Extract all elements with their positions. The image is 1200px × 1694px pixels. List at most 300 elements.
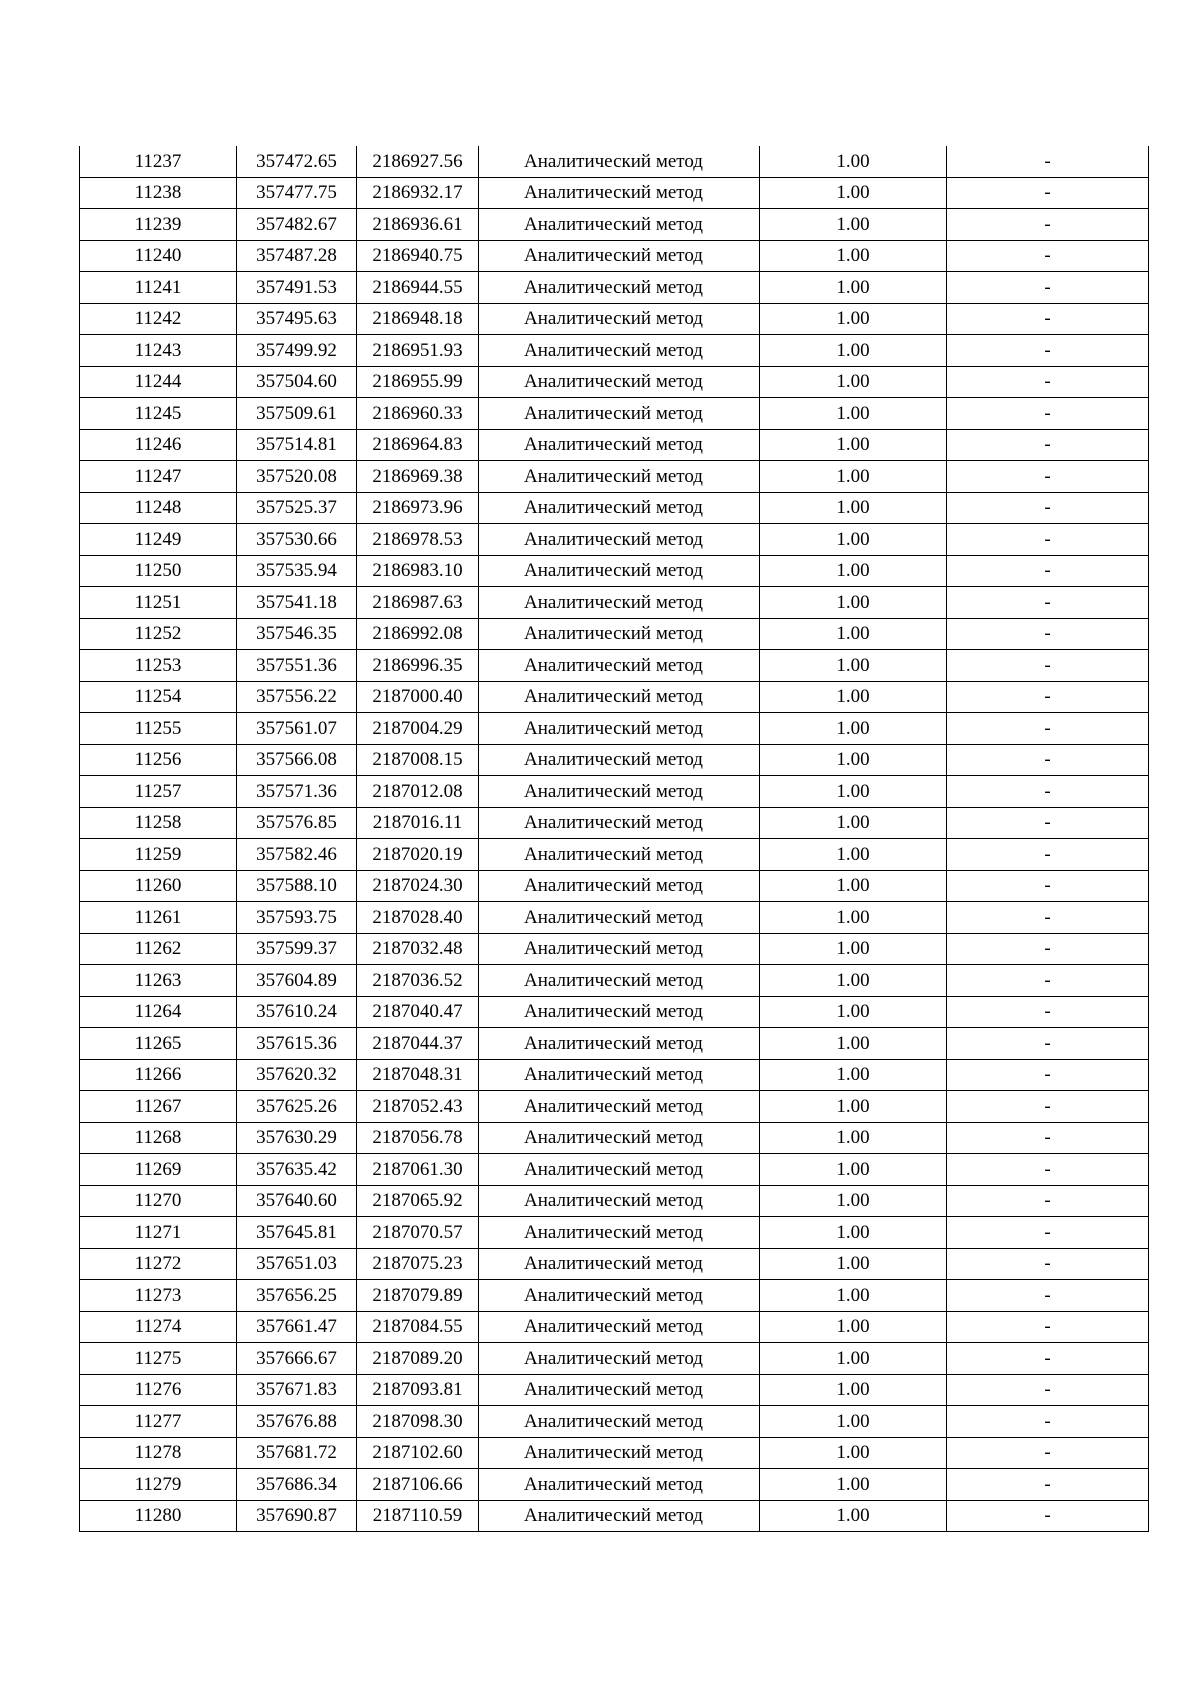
y-coordinate-cell: 2186983.10 (357, 555, 479, 587)
point-number-cell: 11250 (80, 555, 237, 587)
y-coordinate-cell: 2186948.18 (357, 303, 479, 335)
point-number-cell: 11248 (80, 492, 237, 524)
x-coordinate-cell: 357661.47 (237, 1311, 357, 1343)
x-coordinate-cell: 357495.63 (237, 303, 357, 335)
y-coordinate-cell: 2187048.31 (357, 1059, 479, 1091)
description-cell: - (947, 1028, 1149, 1060)
description-cell: - (947, 713, 1149, 745)
method-cell: Аналитический метод (479, 807, 760, 839)
x-coordinate-cell: 357535.94 (237, 555, 357, 587)
table-row (80, 177, 1149, 209)
method-cell: Аналитический метод (479, 587, 760, 619)
x-coordinate-cell: 357676.88 (237, 1406, 357, 1438)
point-number-cell: 11260 (80, 870, 237, 902)
y-coordinate-cell: 2186978.53 (357, 524, 479, 556)
y-coordinate-cell: 2186992.08 (357, 618, 479, 650)
table-row (80, 1217, 1149, 1249)
accuracy-cell: 1.00 (760, 1500, 947, 1532)
point-number-cell: 11257 (80, 776, 237, 808)
method-cell: Аналитический метод (479, 1437, 760, 1469)
x-coordinate-cell: 357604.89 (237, 965, 357, 997)
point-number-cell: 11273 (80, 1280, 237, 1312)
y-coordinate-cell: 2187102.60 (357, 1437, 479, 1469)
accuracy-cell: 1.00 (760, 1343, 947, 1375)
table-row (80, 555, 1149, 587)
table-row (80, 933, 1149, 965)
method-cell: Аналитический метод (479, 902, 760, 934)
description-cell: - (947, 996, 1149, 1028)
x-coordinate-cell: 357690.87 (237, 1500, 357, 1532)
method-cell: Аналитический метод (479, 1185, 760, 1217)
accuracy-cell: 1.00 (760, 429, 947, 461)
description-cell: - (947, 1217, 1149, 1249)
point-number-cell: 11252 (80, 618, 237, 650)
x-coordinate-cell: 357491.53 (237, 272, 357, 304)
y-coordinate-cell: 2187016.11 (357, 807, 479, 839)
point-number-cell: 11245 (80, 398, 237, 430)
description-cell: - (947, 1374, 1149, 1406)
point-number-cell: 11237 (80, 146, 237, 177)
description-cell: - (947, 366, 1149, 398)
table-row (80, 209, 1149, 241)
method-cell: Аналитический метод (479, 398, 760, 430)
accuracy-cell: 1.00 (760, 807, 947, 839)
point-number-cell: 11271 (80, 1217, 237, 1249)
method-cell: Аналитический метод (479, 933, 760, 965)
accuracy-cell: 1.00 (760, 555, 947, 587)
table-row (80, 429, 1149, 461)
point-number-cell: 11269 (80, 1154, 237, 1186)
x-coordinate-cell: 357504.60 (237, 366, 357, 398)
y-coordinate-cell: 2187084.55 (357, 1311, 479, 1343)
point-number-cell: 11239 (80, 209, 237, 241)
point-number-cell: 11258 (80, 807, 237, 839)
y-coordinate-cell: 2187079.89 (357, 1280, 479, 1312)
accuracy-cell: 1.00 (760, 996, 947, 1028)
x-coordinate-cell: 357541.18 (237, 587, 357, 619)
x-coordinate-cell: 357656.25 (237, 1280, 357, 1312)
description-cell: - (947, 776, 1149, 808)
table-row (80, 587, 1149, 619)
x-coordinate-cell: 357525.37 (237, 492, 357, 524)
table-row (80, 1185, 1149, 1217)
table-row (80, 1500, 1149, 1532)
x-coordinate-cell: 357588.10 (237, 870, 357, 902)
point-number-cell: 11264 (80, 996, 237, 1028)
table-row (80, 618, 1149, 650)
y-coordinate-cell: 2187012.08 (357, 776, 479, 808)
accuracy-cell: 1.00 (760, 524, 947, 556)
table-row (80, 1028, 1149, 1060)
x-coordinate-cell: 357599.37 (237, 933, 357, 965)
accuracy-cell: 1.00 (760, 461, 947, 493)
y-coordinate-cell: 2186973.96 (357, 492, 479, 524)
table-row (80, 1374, 1149, 1406)
method-cell: Аналитический метод (479, 209, 760, 241)
y-coordinate-cell: 2186944.55 (357, 272, 479, 304)
x-coordinate-cell: 357472.65 (237, 146, 357, 177)
x-coordinate-cell: 357666.67 (237, 1343, 357, 1375)
description-cell: - (947, 461, 1149, 493)
method-cell: Аналитический метод (479, 713, 760, 745)
method-cell: Аналитический метод (479, 461, 760, 493)
accuracy-cell: 1.00 (760, 902, 947, 934)
method-cell: Аналитический метод (479, 240, 760, 272)
method-cell: Аналитический метод (479, 870, 760, 902)
y-coordinate-cell: 2186932.17 (357, 177, 479, 209)
table-row (80, 272, 1149, 304)
method-cell: Аналитический метод (479, 335, 760, 367)
method-cell: Аналитический метод (479, 177, 760, 209)
method-cell: Аналитический метод (479, 650, 760, 682)
description-cell: - (947, 965, 1149, 997)
description-cell: - (947, 555, 1149, 587)
accuracy-cell: 1.00 (760, 713, 947, 745)
x-coordinate-cell: 357593.75 (237, 902, 357, 934)
description-cell: - (947, 933, 1149, 965)
description-cell: - (947, 839, 1149, 871)
description-cell: - (947, 618, 1149, 650)
table-row (80, 524, 1149, 556)
table-row (80, 492, 1149, 524)
accuracy-cell: 1.00 (760, 587, 947, 619)
point-number-cell: 11263 (80, 965, 237, 997)
point-number-cell: 11244 (80, 366, 237, 398)
description-cell: - (947, 429, 1149, 461)
x-coordinate-cell: 357556.22 (237, 681, 357, 713)
point-number-cell: 11261 (80, 902, 237, 934)
table-row (80, 335, 1149, 367)
description-cell: - (947, 240, 1149, 272)
description-cell: - (947, 1280, 1149, 1312)
y-coordinate-cell: 2186987.63 (357, 587, 479, 619)
table-row (80, 240, 1149, 272)
description-cell: - (947, 1469, 1149, 1501)
method-cell: Аналитический метод (479, 1406, 760, 1438)
table-row (80, 1406, 1149, 1438)
table-row (80, 1311, 1149, 1343)
description-cell: - (947, 1248, 1149, 1280)
table-row (80, 366, 1149, 398)
table-body (80, 146, 1149, 1532)
x-coordinate-cell: 357686.34 (237, 1469, 357, 1501)
x-coordinate-cell: 357571.36 (237, 776, 357, 808)
accuracy-cell: 1.00 (760, 1311, 947, 1343)
description-cell: - (947, 1311, 1149, 1343)
method-cell: Аналитический метод (479, 965, 760, 997)
accuracy-cell: 1.00 (760, 1028, 947, 1060)
x-coordinate-cell: 357514.81 (237, 429, 357, 461)
x-coordinate-cell: 357625.26 (237, 1091, 357, 1123)
method-cell: Аналитический метод (479, 1469, 760, 1501)
point-number-cell: 11256 (80, 744, 237, 776)
accuracy-cell: 1.00 (760, 1469, 947, 1501)
method-cell: Аналитический метод (479, 272, 760, 304)
method-cell: Аналитический метод (479, 1500, 760, 1532)
point-number-cell: 11270 (80, 1185, 237, 1217)
table-row (80, 681, 1149, 713)
y-coordinate-cell: 2187032.48 (357, 933, 479, 965)
accuracy-cell: 1.00 (760, 839, 947, 871)
coordinates-table (79, 146, 1149, 1532)
method-cell: Аналитический метод (479, 681, 760, 713)
method-cell: Аналитический метод (479, 1217, 760, 1249)
table-row (80, 1280, 1149, 1312)
y-coordinate-cell: 2186955.99 (357, 366, 479, 398)
y-coordinate-cell: 2186964.83 (357, 429, 479, 461)
accuracy-cell: 1.00 (760, 177, 947, 209)
point-number-cell: 11268 (80, 1122, 237, 1154)
table-row (80, 1154, 1149, 1186)
method-cell: Аналитический метод (479, 839, 760, 871)
description-cell: - (947, 146, 1149, 177)
table-row (80, 807, 1149, 839)
description-cell: - (947, 1343, 1149, 1375)
y-coordinate-cell: 2187008.15 (357, 744, 479, 776)
table-row (80, 398, 1149, 430)
accuracy-cell: 1.00 (760, 398, 947, 430)
y-coordinate-cell: 2187061.30 (357, 1154, 479, 1186)
method-cell: Аналитический метод (479, 1122, 760, 1154)
method-cell: Аналитический метод (479, 744, 760, 776)
x-coordinate-cell: 357615.36 (237, 1028, 357, 1060)
accuracy-cell: 1.00 (760, 744, 947, 776)
accuracy-cell: 1.00 (760, 146, 947, 177)
description-cell: - (947, 681, 1149, 713)
x-coordinate-cell: 357651.03 (237, 1248, 357, 1280)
point-number-cell: 11276 (80, 1374, 237, 1406)
point-number-cell: 11246 (80, 429, 237, 461)
point-number-cell: 11243 (80, 335, 237, 367)
point-number-cell: 11277 (80, 1406, 237, 1438)
accuracy-cell: 1.00 (760, 776, 947, 808)
table-row (80, 996, 1149, 1028)
x-coordinate-cell: 357487.28 (237, 240, 357, 272)
table-row (80, 902, 1149, 934)
point-number-cell: 11253 (80, 650, 237, 682)
y-coordinate-cell: 2187036.52 (357, 965, 479, 997)
accuracy-cell: 1.00 (760, 1091, 947, 1123)
y-coordinate-cell: 2186996.35 (357, 650, 479, 682)
y-coordinate-cell: 2186936.61 (357, 209, 479, 241)
table-row (80, 303, 1149, 335)
y-coordinate-cell: 2187056.78 (357, 1122, 479, 1154)
description-cell: - (947, 209, 1149, 241)
y-coordinate-cell: 2187089.20 (357, 1343, 479, 1375)
y-coordinate-cell: 2187110.59 (357, 1500, 479, 1532)
method-cell: Аналитический метод (479, 555, 760, 587)
description-cell: - (947, 398, 1149, 430)
table-row (80, 870, 1149, 902)
table-row (80, 839, 1149, 871)
description-cell: - (947, 303, 1149, 335)
method-cell: Аналитический метод (479, 1311, 760, 1343)
table-row (80, 744, 1149, 776)
point-number-cell: 11249 (80, 524, 237, 556)
x-coordinate-cell: 357620.32 (237, 1059, 357, 1091)
x-coordinate-cell: 357630.29 (237, 1122, 357, 1154)
point-number-cell: 11241 (80, 272, 237, 304)
accuracy-cell: 1.00 (760, 1248, 947, 1280)
point-number-cell: 11238 (80, 177, 237, 209)
point-number-cell: 11251 (80, 587, 237, 619)
description-cell: - (947, 1122, 1149, 1154)
y-coordinate-cell: 2186927.56 (357, 146, 479, 177)
description-cell: - (947, 650, 1149, 682)
method-cell: Аналитический метод (479, 1374, 760, 1406)
method-cell: Аналитический метод (479, 996, 760, 1028)
x-coordinate-cell: 357546.35 (237, 618, 357, 650)
description-cell: - (947, 744, 1149, 776)
table-row (80, 713, 1149, 745)
x-coordinate-cell: 357482.67 (237, 209, 357, 241)
x-coordinate-cell: 357610.24 (237, 996, 357, 1028)
description-cell: - (947, 1091, 1149, 1123)
point-number-cell: 11247 (80, 461, 237, 493)
accuracy-cell: 1.00 (760, 303, 947, 335)
point-number-cell: 11266 (80, 1059, 237, 1091)
point-number-cell: 11267 (80, 1091, 237, 1123)
y-coordinate-cell: 2187075.23 (357, 1248, 479, 1280)
method-cell: Аналитический метод (479, 429, 760, 461)
point-number-cell: 11242 (80, 303, 237, 335)
table-row (80, 1343, 1149, 1375)
x-coordinate-cell: 357520.08 (237, 461, 357, 493)
accuracy-cell: 1.00 (760, 209, 947, 241)
accuracy-cell: 1.00 (760, 870, 947, 902)
description-cell: - (947, 492, 1149, 524)
y-coordinate-cell: 2187065.92 (357, 1185, 479, 1217)
point-number-cell: 11262 (80, 933, 237, 965)
accuracy-cell: 1.00 (760, 1217, 947, 1249)
accuracy-cell: 1.00 (760, 650, 947, 682)
y-coordinate-cell: 2187040.47 (357, 996, 479, 1028)
description-cell: - (947, 1185, 1149, 1217)
y-coordinate-cell: 2187024.30 (357, 870, 479, 902)
accuracy-cell: 1.00 (760, 1059, 947, 1091)
x-coordinate-cell: 357477.75 (237, 177, 357, 209)
point-number-cell: 11265 (80, 1028, 237, 1060)
accuracy-cell: 1.00 (760, 618, 947, 650)
description-cell: - (947, 1406, 1149, 1438)
y-coordinate-cell: 2186960.33 (357, 398, 479, 430)
x-coordinate-cell: 357561.07 (237, 713, 357, 745)
y-coordinate-cell: 2187028.40 (357, 902, 479, 934)
table-row (80, 1248, 1149, 1280)
x-coordinate-cell: 357576.85 (237, 807, 357, 839)
x-coordinate-cell: 357671.83 (237, 1374, 357, 1406)
method-cell: Аналитический метод (479, 1280, 760, 1312)
x-coordinate-cell: 357582.46 (237, 839, 357, 871)
table-row (80, 1091, 1149, 1123)
y-coordinate-cell: 2187044.37 (357, 1028, 479, 1060)
table-row (80, 1469, 1149, 1501)
method-cell: Аналитический метод (479, 303, 760, 335)
point-number-cell: 11254 (80, 681, 237, 713)
method-cell: Аналитический метод (479, 1343, 760, 1375)
method-cell: Аналитический метод (479, 1059, 760, 1091)
table-row (80, 1059, 1149, 1091)
table-row (80, 650, 1149, 682)
y-coordinate-cell: 2187093.81 (357, 1374, 479, 1406)
y-coordinate-cell: 2187070.57 (357, 1217, 479, 1249)
y-coordinate-cell: 2186951.93 (357, 335, 479, 367)
accuracy-cell: 1.00 (760, 1185, 947, 1217)
y-coordinate-cell: 2187052.43 (357, 1091, 479, 1123)
y-coordinate-cell: 2187106.66 (357, 1469, 479, 1501)
accuracy-cell: 1.00 (760, 1374, 947, 1406)
method-cell: Аналитический метод (479, 1248, 760, 1280)
accuracy-cell: 1.00 (760, 335, 947, 367)
point-number-cell: 11259 (80, 839, 237, 871)
description-cell: - (947, 335, 1149, 367)
accuracy-cell: 1.00 (760, 1154, 947, 1186)
table-row (80, 965, 1149, 997)
description-cell: - (947, 902, 1149, 934)
point-number-cell: 11278 (80, 1437, 237, 1469)
y-coordinate-cell: 2187098.30 (357, 1406, 479, 1438)
y-coordinate-cell: 2186969.38 (357, 461, 479, 493)
point-number-cell: 11240 (80, 240, 237, 272)
description-cell: - (947, 870, 1149, 902)
description-cell: - (947, 272, 1149, 304)
method-cell: Аналитический метод (479, 524, 760, 556)
description-cell: - (947, 807, 1149, 839)
method-cell: Аналитический метод (479, 618, 760, 650)
point-number-cell: 11275 (80, 1343, 237, 1375)
description-cell: - (947, 1154, 1149, 1186)
point-number-cell: 11280 (80, 1500, 237, 1532)
method-cell: Аналитический метод (479, 366, 760, 398)
accuracy-cell: 1.00 (760, 933, 947, 965)
accuracy-cell: 1.00 (760, 1280, 947, 1312)
method-cell: Аналитический метод (479, 146, 760, 177)
table-row (80, 1122, 1149, 1154)
accuracy-cell: 1.00 (760, 681, 947, 713)
method-cell: Аналитический метод (479, 1154, 760, 1186)
x-coordinate-cell: 357640.60 (237, 1185, 357, 1217)
description-cell: - (947, 177, 1149, 209)
accuracy-cell: 1.00 (760, 965, 947, 997)
table-row (80, 776, 1149, 808)
description-cell: - (947, 524, 1149, 556)
accuracy-cell: 1.00 (760, 1406, 947, 1438)
method-cell: Аналитический метод (479, 776, 760, 808)
accuracy-cell: 1.00 (760, 272, 947, 304)
description-cell: - (947, 1500, 1149, 1532)
table-row (80, 1437, 1149, 1469)
description-cell: - (947, 587, 1149, 619)
x-coordinate-cell: 357645.81 (237, 1217, 357, 1249)
point-number-cell: 11272 (80, 1248, 237, 1280)
x-coordinate-cell: 357551.36 (237, 650, 357, 682)
accuracy-cell: 1.00 (760, 1122, 947, 1154)
method-cell: Аналитический метод (479, 1028, 760, 1060)
y-coordinate-cell: 2187020.19 (357, 839, 479, 871)
method-cell: Аналитический метод (479, 1091, 760, 1123)
accuracy-cell: 1.00 (760, 366, 947, 398)
accuracy-cell: 1.00 (760, 1437, 947, 1469)
accuracy-cell: 1.00 (760, 240, 947, 272)
x-coordinate-cell: 357635.42 (237, 1154, 357, 1186)
method-cell: Аналитический метод (479, 492, 760, 524)
point-number-cell: 11274 (80, 1311, 237, 1343)
table-row (80, 461, 1149, 493)
x-coordinate-cell: 357530.66 (237, 524, 357, 556)
x-coordinate-cell: 357509.61 (237, 398, 357, 430)
x-coordinate-cell: 357681.72 (237, 1437, 357, 1469)
description-cell: - (947, 1437, 1149, 1469)
